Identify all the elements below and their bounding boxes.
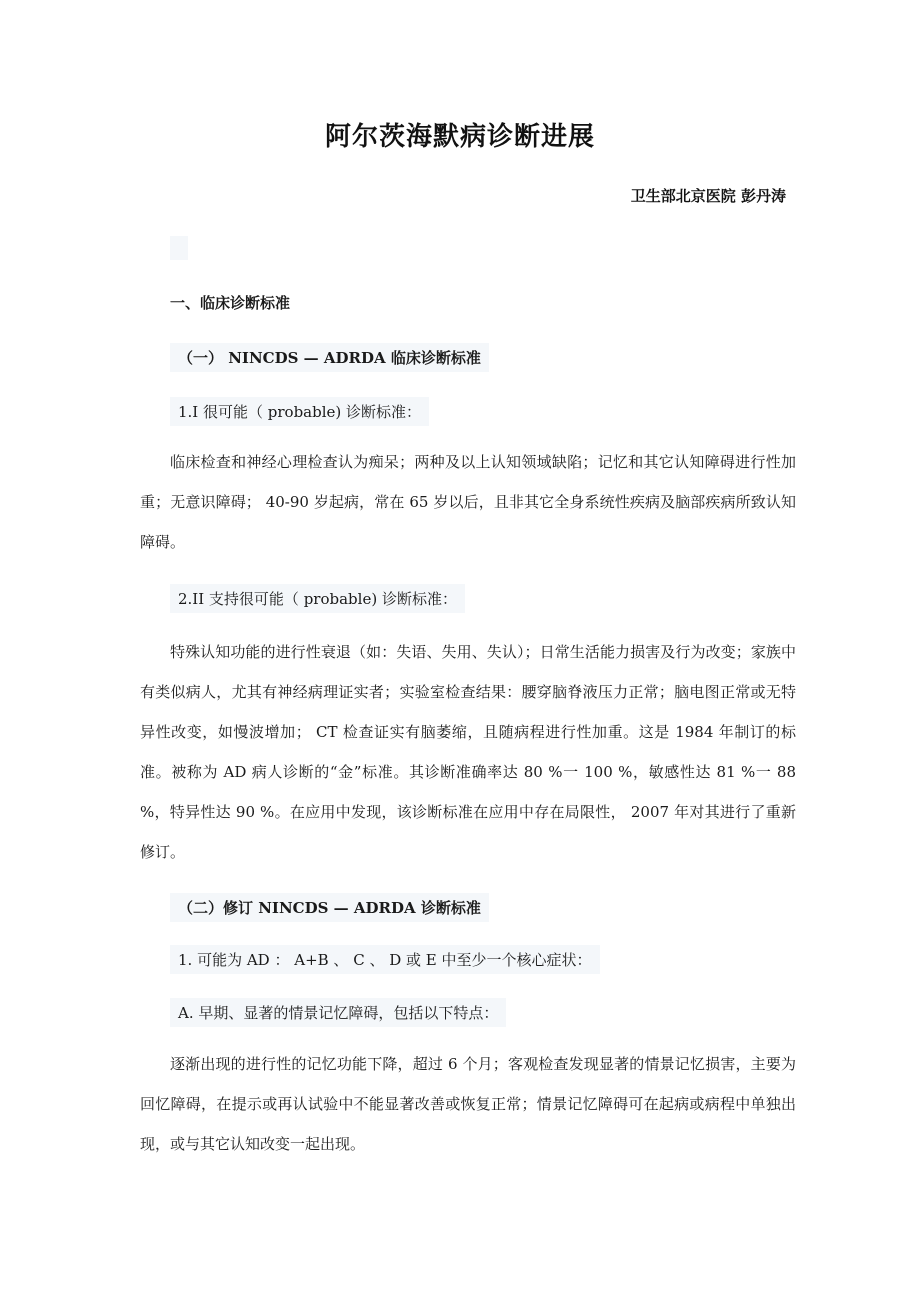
criteria-heading-2 xyxy=(170,584,830,613)
section-heading-text: 一、临床诊断标准 xyxy=(170,294,291,312)
criteria-heading-1-text: 1.I 很可能（ probable) 诊断标准： xyxy=(170,397,429,426)
criteria-heading-3a-text: A. 早期、显著的情景记忆障碍，包括以下特点： xyxy=(170,998,506,1027)
section-heading xyxy=(170,292,830,313)
subsection-heading-2 xyxy=(170,893,830,922)
criteria-paragraph-2: 特殊认知功能的进行性衰退（如：失语、失用、失认）；日常生活能力损害及行为改变；家族中有类似病人，尤其有神经病理证实者；实验室检查结果：腰穿脑脊液压力正常；脑电图正常或无特异性改变，如慢波增加； CT 检查证实有脑萎缩，且随病程进行性加重。这是 1984 年制订的标准。被称为 AD 病人诊断的“金”标准。其诊断准确率达 80 %一 100 %，敏感性达 81 %一 88 %，特异性达 90 %。在应用中发现，该诊断标准在应用中存在局限性， 2007 年对其进行了重新修订。 xyxy=(140,643,796,861)
subsection-heading-1 xyxy=(170,343,830,372)
blank-highlight-block xyxy=(170,236,188,260)
document-title: 阿尔茨海默病诊断进展 xyxy=(324,122,595,152)
criteria-paragraph-3a: 逐渐出现的进行性的记忆功能下降，超过 6 个月；客观检查发现显著的情景记忆损害，主要为回忆障碍，在提示或再认试验中不能显著改善或恢复正常；情景记忆障碍可在起病或病程中单独出现，或与其它认知改变一起出现。 xyxy=(140,1055,796,1153)
author-line: 卫生部北京医院 彭丹涛 xyxy=(630,187,786,205)
criteria-heading-3 xyxy=(170,945,830,974)
criteria-heading-2-text: 2.II 支持很可能（ probable) 诊断标准： xyxy=(170,584,465,613)
subsection-heading-2-text: （二）修订 NINCDS — ADRDA 诊断标准 xyxy=(170,893,489,922)
subsection-heading-1-text: （一） NINCDS — ADRDA 临床诊断标准 xyxy=(170,343,489,372)
criteria-heading-1 xyxy=(170,397,830,426)
criteria-heading-3-text: 1. 可能为 AD ： A+B 、 C 、 D 或 E 中至少一个核心症状： xyxy=(170,945,600,974)
criteria-paragraph-1: 临床检查和神经心理检查认为痴呆；两种及以上认知领域缺陷；记忆和其它认知障碍进行性加重；无意识障碍； 40-90 岁起病，常在 65 岁以后，且非其它全身系统性疾病及脑部疾病所致认知障碍。 xyxy=(140,453,796,551)
criteria-heading-3a xyxy=(170,998,830,1027)
